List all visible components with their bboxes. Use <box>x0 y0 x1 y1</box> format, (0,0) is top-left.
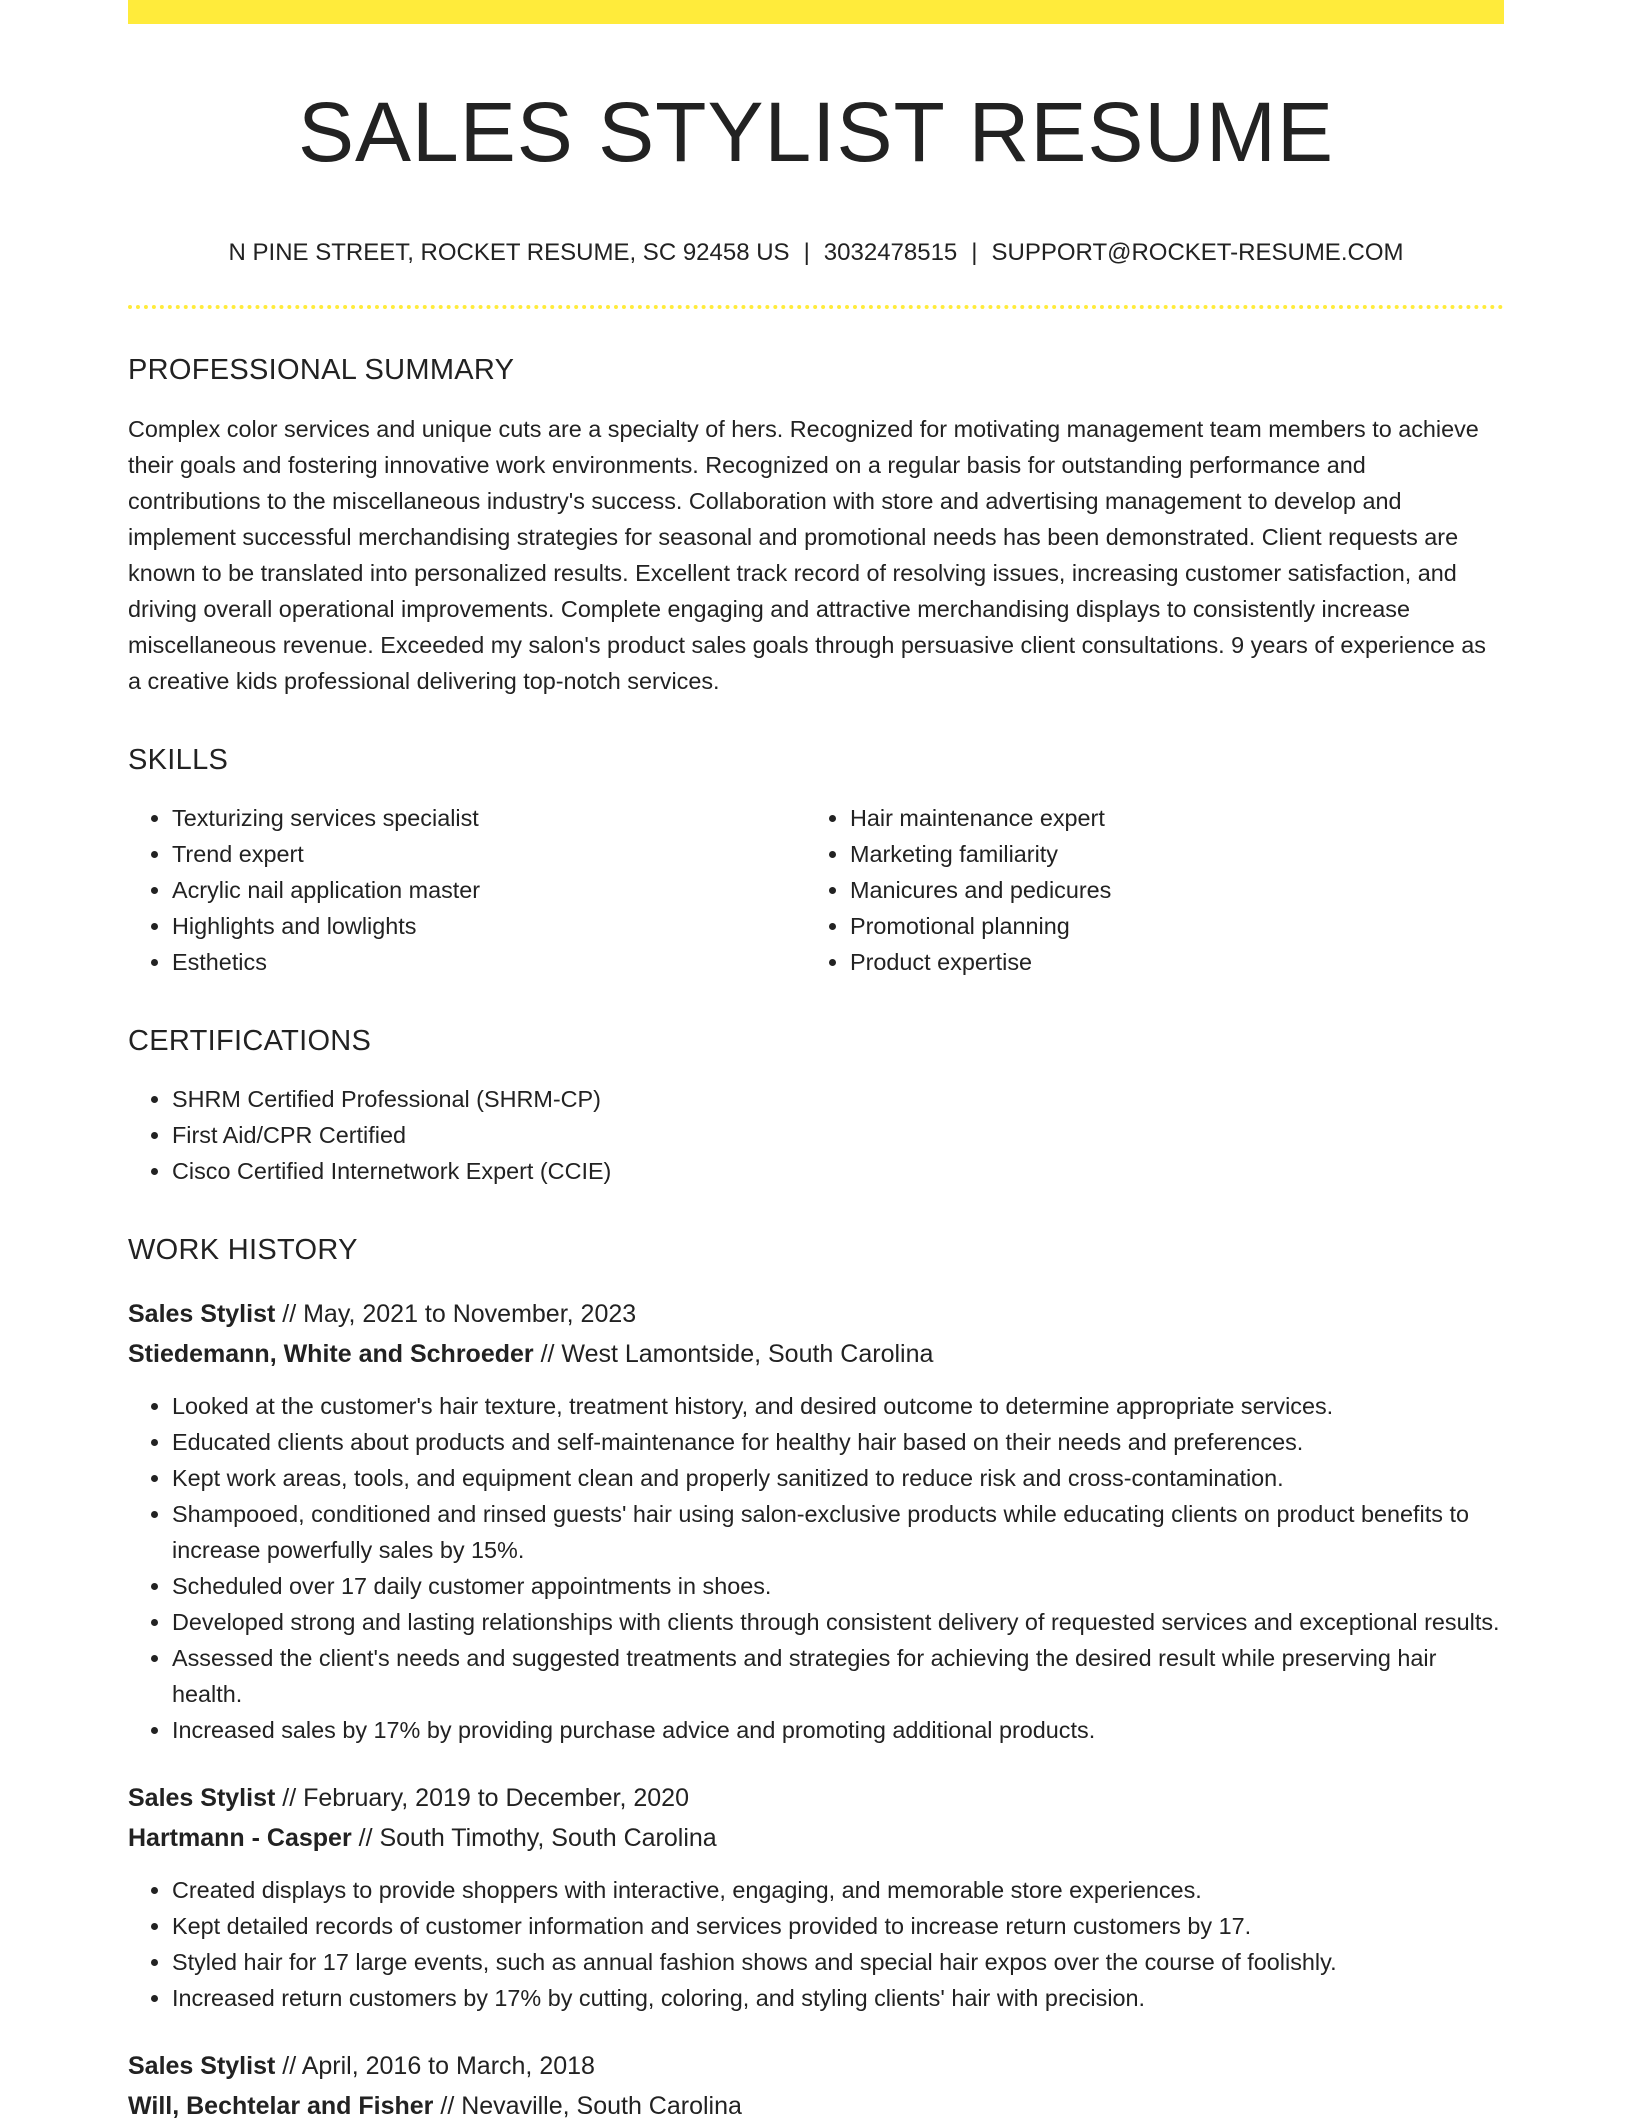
summary-heading: PROFESSIONAL SUMMARY <box>128 353 515 386</box>
skill-item: • Trend expert <box>172 836 806 872</box>
job-bullet: • Assessed the client's needs and suggested treatments and strategies for achieving the desired result while preserving hair health. <box>172 1640 1504 1712</box>
job-company-line <box>128 1334 1504 1374</box>
skill-item: • Hair maintenance expert <box>850 800 1548 836</box>
skill-item: • Marketing familiarity <box>850 836 1548 872</box>
job-entry <box>128 1778 1504 2016</box>
job-bullet: • Educated clients about products and self-maintenance for healthy hair based on their needs and preferences. <box>172 1424 1504 1460</box>
skills-column-2 <box>806 800 1548 980</box>
certification-item: • First Aid/CPR Certified <box>172 1117 1504 1153</box>
certification-item: • Cisco Certified Internetwork Expert (CCIE) <box>172 1153 1504 1189</box>
skill-item: • Acrylic nail application master <box>172 872 806 908</box>
job-location: // West Lamontside, South Carolina <box>533 1339 934 1368</box>
resume-title: SALES STYLIST RESUME <box>297 85 1335 179</box>
skill-item: • Highlights and lowlights <box>172 908 806 944</box>
skill-item: • Esthetics <box>172 944 806 980</box>
skill-item: • Product expertise <box>850 944 1548 980</box>
job-bullet: • Kept detailed records of customer information and services provided to increase return customers by 17. <box>172 1908 1504 1944</box>
job-company-line <box>128 2086 1504 2126</box>
contact-separator: | <box>971 238 978 266</box>
job-dates: // May, 2021 to November, 2023 <box>275 1299 637 1328</box>
job-company: Stiedemann, White and Schroeder <box>128 1339 534 1368</box>
job-title: Sales Stylist <box>128 1299 276 1328</box>
job-location: // South Timothy, South Carolina <box>351 1823 717 1852</box>
job-title: Sales Stylist <box>128 2051 276 2080</box>
job-company-line <box>128 1818 1504 1858</box>
dotted-divider <box>128 305 1504 309</box>
job-title-line <box>128 1294 1504 1334</box>
job-bullet: • Increased sales by 17% by providing purchase advice and promoting additional products. <box>172 1712 1504 1748</box>
job-dates: // February, 2019 to December, 2020 <box>275 1783 689 1812</box>
skills-column-1 <box>128 800 806 980</box>
job-bullet: • Shampooed, conditioned and rinsed guests' hair using salon-exclusive products while educating clients on product benefits to increase powerfully sales by 15%. <box>172 1496 1504 1568</box>
job-company: Hartmann - Casper <box>128 1823 352 1852</box>
job-dates: // April, 2016 to March, 2018 <box>275 2051 595 2080</box>
job-bullet: • Looked at the customer's hair texture, treatment history, and desired outcome to determine appropriate services. <box>172 1388 1504 1424</box>
job-bullet: • Scheduled over 17 daily customer appointments in shoes. <box>172 1568 1504 1604</box>
contact-phone: 3032478515 <box>823 238 958 266</box>
skills-heading: SKILLS <box>128 744 229 777</box>
skills-list <box>128 800 1504 980</box>
job-bullet: • Kept work areas, tools, and equipment clean and properly sanitized to reduce risk and cross-contamination. <box>172 1460 1504 1496</box>
job-entry <box>128 1294 1504 1748</box>
top-accent-bar <box>128 0 1504 24</box>
job-bullet: • Styled hair for 17 large events, such as annual fashion shows and special hair expos over the course of foolishly. <box>172 1944 1504 1980</box>
contact-email: SUPPORT@ROCKET-RESUME.COM <box>991 238 1404 266</box>
work-history-heading: WORK HISTORY <box>128 1233 358 1266</box>
job-bullet: • Created displays to provide shoppers with interactive, engaging, and memorable store experiences. <box>172 1872 1504 1908</box>
job-title-line <box>128 2046 1504 2086</box>
job-bullet: • Developed strong and lasting relationships with clients through consistent delivery of requested services and exceptional results. <box>172 1604 1504 1640</box>
contact-line <box>128 239 1504 268</box>
summary-text: Complex color services and unique cuts are a specialty of hers. Recognized for motivating management team members to achieve their goals and fostering innovative work environments. Recognized on a regular basis for outstanding performance and contributions to the miscellaneous industry's success. Collaboration with store and advertising management to develop and implement successful merchandising strategies for seasonal and promotional needs has been demonstrated. Client requests are known to be translated into personalized results. Excellent track record of resolving issues, increasing customer satisfaction, and driving overall operational improvements. Complete engaging and attractive merchandising displays to consistently increase miscellaneous revenue. Exceeded my salon's product sales goals through persuasive client consultations. 9 years of experience as a creative kids professional delivering top-notch services. <box>128 416 1486 695</box>
skill-item: • Promotional planning <box>850 908 1548 944</box>
job-location: // Nevaville, South Carolina <box>433 2091 742 2120</box>
job-title-line <box>128 1778 1504 1818</box>
skill-item: • Texturizing services specialist <box>172 800 806 836</box>
certifications-heading: CERTIFICATIONS <box>128 1025 372 1058</box>
certification-item: • SHRM Certified Professional (SHRM-CP) <box>172 1081 1504 1117</box>
contact-address: N PINE STREET, ROCKET RESUME, SC 92458 US <box>228 238 790 266</box>
job-entry <box>128 2046 1504 2126</box>
resume-page <box>128 0 1504 2126</box>
certifications-list <box>128 1081 1504 1189</box>
job-company: Will, Bechtelar and Fisher <box>128 2091 434 2120</box>
job-bullets <box>128 1388 1504 1748</box>
skill-item: • Manicures and pedicures <box>850 872 1548 908</box>
job-bullet: • Increased return customers by 17% by cutting, coloring, and styling clients' hair with precision. <box>172 1980 1504 2016</box>
job-title: Sales Stylist <box>128 1783 276 1812</box>
contact-separator: | <box>803 238 810 266</box>
job-bullets <box>128 1872 1504 2016</box>
